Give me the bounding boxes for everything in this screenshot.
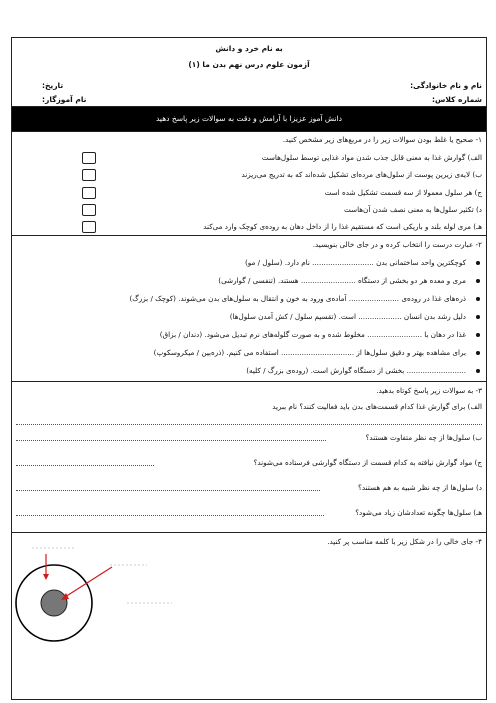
teacher-label: نام آموزگار: [42, 95, 87, 104]
q1-checkbox-d[interactable] [82, 204, 96, 216]
q2-item [218, 276, 480, 285]
q4-title: ۴- جای خالی را در شکل زیر با کلمه مناسب پر کنید. [327, 537, 482, 546]
arrow-to-nucleus [65, 567, 112, 597]
q1-checkbox-a[interactable] [82, 152, 96, 164]
date-label: تاریخ: [42, 81, 64, 90]
q2-title: ۲- عبارت درست را انتخاب کرده و در جای خالی بنویسید. [312, 240, 482, 249]
q3-item-c: ج) مواد گوارش نیافته به کدام قسمت از دستگاه گوارشی فرستاده می‌شوند؟ [253, 458, 482, 467]
q3-title: ۳- به سوالات زیر پاسخ کوتاه بدهید. [376, 386, 482, 395]
q2-item-text: .......................... بخشی از دستگاه گوارش است. (روده‌ی بزرگ / کلیه) [246, 366, 466, 375]
q1-item-c: ج) هر سلول معمولا از سه قسمت تشکیل شده است [324, 188, 482, 197]
q2-item [160, 330, 480, 339]
question-4 [12, 533, 486, 703]
exam-header [12, 38, 486, 107]
q2-item-text: غذا در دهان با ........................ مخلوط شده و به صورت گلوله‌های نرم تبدیل می‌شود. (دندان / بزاق) [159, 330, 466, 339]
cell-diagram [12, 533, 212, 653]
question-2 [12, 236, 486, 382]
q3-item-d: د) سلول‌ها از چه نظر شبیه به هم هستند؟ [358, 483, 482, 492]
q3-answer-line-c[interactable] [16, 465, 154, 466]
q1-item-a: الف) گوارش غذا به معنی قابل جذب شدن مواد غذایی توسط سلول‌هاست [261, 153, 482, 162]
q3-answer-line-a[interactable] [16, 424, 482, 425]
name-label: نام و نام خانوادگی: [410, 81, 482, 90]
q2-item [130, 294, 481, 303]
q2-item [246, 366, 480, 375]
q2-item [230, 312, 480, 321]
header-title-1: به نام خرد و دانش [215, 44, 283, 53]
q2-item-text: دلیل رشد بدن انسان ................... است. (تقسیم سلول / کش آمدن سلول‌ها) [229, 312, 466, 321]
q2-item [154, 348, 480, 357]
cell-nucleus [41, 590, 67, 616]
q2-item [245, 258, 480, 267]
q3-item-a: الف) برای گوارش غذا کدام قسمت‌های بدن باید فعالیت کنند؟ نام ببرید [272, 402, 482, 411]
question-3 [12, 382, 486, 533]
q2-item-text: برای مشاهده بهتر و دقیق سلول‌ها از ................................ استفاده می کنیم. (ذره‌بین / میکروسکوپ) [153, 348, 466, 357]
arrowhead-membrane-icon [43, 574, 49, 580]
q3-answer-line-e[interactable] [16, 515, 324, 516]
q2-item-text: مری و معده هر دو بخشی از دستگاه ........................ هستند. (تنفسی / گوارشی) [218, 276, 466, 285]
q2-item-text: کوچکترین واحد ساختمانی بدن ........................... نام دارد. (سلول / مو) [244, 258, 466, 267]
q3-answer-line-b[interactable] [16, 440, 326, 441]
instruction-banner: دانش آموز عزیزا با آرامش و دقت به سوالات زیر پاسخ دهید [12, 107, 486, 132]
q3-item-e: هـ) سلول‌ها چگونه تعدادشان زیاد می‌شود؟ [355, 508, 482, 517]
q3-item-b: ب) سلول‌ها از چه نظر متفاوت هستند؟ [365, 433, 482, 442]
q1-title: ۱- صحیح یا غلط بودن سوالات زیر را در مربع‌های زیر مشخص کنید. [282, 135, 482, 144]
q3-answer-line-d[interactable] [16, 490, 320, 491]
q1-item-b: ب) لایه‌ی زیرین پوست از سلول‌های مرده‌ای تشکیل شده‌اند که به تدریج می‌ریزند [241, 170, 482, 179]
q1-checkbox-e[interactable] [82, 221, 96, 233]
header-title-2: آزمون علوم درس نهم بدن ما (۱) [188, 60, 310, 69]
q1-checkbox-c[interactable] [82, 187, 96, 199]
q2-item-text: ذره‌های غذا در روده‌ی ...................... آماده‌ی ورود به خون و انتقال به سلول‌های بدن می‌شوند. (کوچک / بزرگ) [129, 294, 466, 303]
question-1 [12, 132, 486, 236]
q1-checkbox-b[interactable] [82, 169, 96, 181]
class-label: شماره کلاس: [432, 95, 482, 104]
q1-item-e: هـ) مری لوله بلند و باریکی است که مستقیم غذا را از داخل دهان به روده‌ی کوچک وارد می‌کند [203, 222, 482, 231]
q1-item-d: د) تکثیر سلول‌ها به معنی نصف شدن آن‌هاست [343, 205, 482, 214]
exam-sheet [11, 37, 487, 700]
